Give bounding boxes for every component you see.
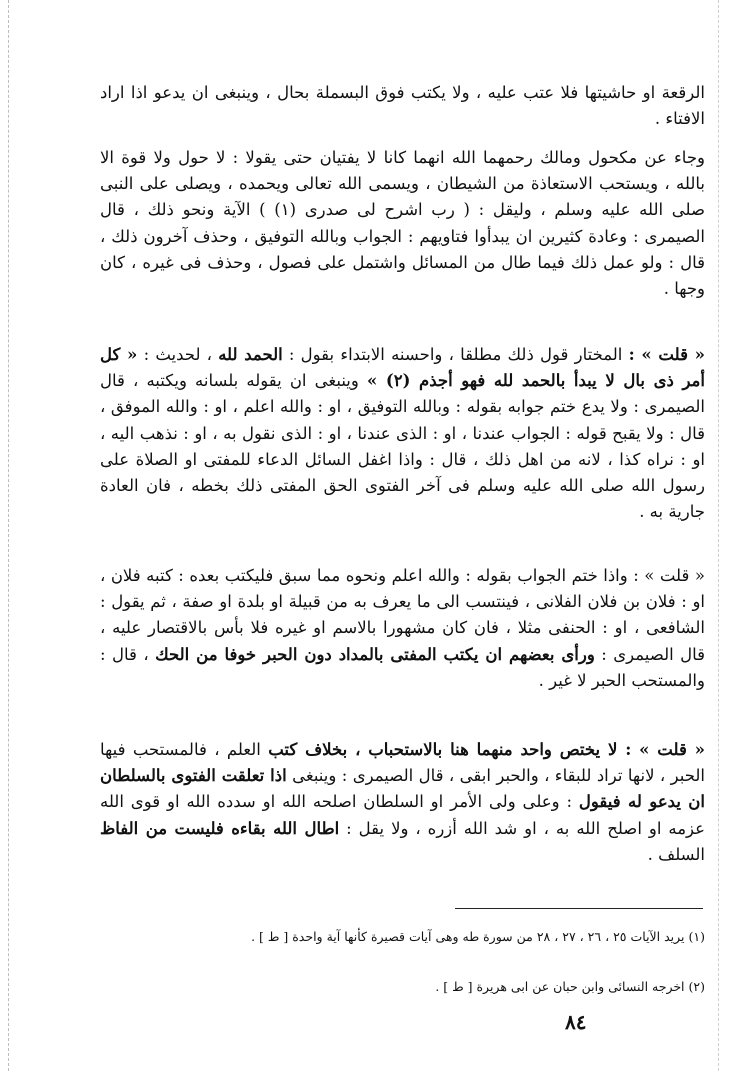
footnote-1-text: (١) يريد الآيات ٢٥ ، ٢٦ ، ٢٧ ، ٢٨ من سورة طه وهى آيات قصيرة كأنها آية واحدة [ ط ] . [251,929,705,944]
paragraph-5-bold-2: اذا تعلقت الفتوى بالسلطان ان يدعو له فيقول [100,766,705,812]
paragraph-2-text: وجاء عن مكحول ومالك رحمهما الله انهما كانا لا يفتيان حتى يقولا : لا حول ولا قوة الا بالله ، ويستحب الاستعاذة من الشيطان ، ويسمى الله تعالى ويحمده ، ويصلى على النبى صلى الله عليه وسلم ، وليقل : ( رب اشرح لى صدرى (١) ) الآية ونحو ذلك ، قال الصيمرى : وعادة كثيرين ان يبدأوا فتاويهم : الجواب وبالله التوفيق ، وحذف آخرون ذلك ، قال : ولو عمل ذلك فيما طال من المسائل واشتمل على فصول ، وحذف فى غيره ، كان وجها . [100,148,705,299]
paragraph-4 [100,563,705,694]
paragraph-5-text-3: السلف . [647,844,705,864]
paragraph-1-text: الرقعة او حاشيتها فلا عتب عليه ، ولا يكتب فوق البسملة بحال ، وينبغى ان يدعو اذا اراد الافتاء . [100,83,705,129]
paragraph-3-lead: « قلت » : [628,345,705,364]
paragraph-3-text-2: ، لحديث : [137,345,219,364]
paragraph-4-text-1: « قلت » : واذا ختم الجواب بقوله : والله اعلم ونحوه مما سبق فليكتب بعده : كتبه فلان ، او : فلان بن فلان الفلانى ، فينتسب الى ما يعرف به من قبيلة او بلدة او صفة ، ثم يقول : الشافعى ، او : الحنفى مثلا ، فان كان مشهورا بالاسم او غيره فلا بأس بالاقتصار عليه ، قال الصيمرى : [100,566,706,664]
paragraph-2 [100,145,705,302]
paragraph-4-bold-1: ورأى بعضهم ان يكتب المفتى بالمداد دون الحبر خوفا من الحك [155,644,595,664]
paragraph-5-text-1: العلم ، فالمستحب فيها الحبر ، لانها تراد للبقاء ، والحبر ابقى ، قال الصيمرى : وينبغى [100,740,705,786]
paragraph-1 [100,80,705,132]
paragraph-4-text-2: ، قال : والمستحب الحبر لا غير . [100,644,705,690]
footnote-2-text: (٢) اخرجه النسائى وابن حبان عن ابى هريرة [ ط ] . [435,979,705,994]
paragraph-5-lead: « قلت » : [625,740,705,759]
footnote-1 [100,925,705,948]
scan-edge-left [8,0,9,1071]
paragraph-5-bold-3: اطال الله بقاءه فليست من الفاظ [100,818,340,838]
paragraph-5-bold-1: لا يختص واحد منهما هنا بالاستحباب ، بخلاف كتب [268,740,626,759]
paragraph-3-hadith: « كل أمر ذى بال لا يبدأ بالحمد لله فهو أجذم (٢) » [100,345,705,391]
paragraph-3-text-1: المختار قول ذلك مطلقا ، واحسنه الابتداء بقول : [282,345,629,364]
paragraph-3-text-3: وينبغى ان يقوله بلسانه ويكتبه ، قال الصيمرى : ولا يدع ختم جوابه بقوله : وبالله التوفيق ، او : والله اعلم ، او : والله الموفق ، قال : ولا يقبح قوله : الجواب عندنا ، او : الذى عندنا ، او : الذى نقول به ، او : نذهب اليه ، او : نراه كذا ، لانه من اهل ذلك ، قال : واذا اغفل السائل الدعاء للمفتى او الصلاة على رسول الله صلى الله عليه وسلم فى آخر الفتوى الحق المفتى ذلك بخطه ، فان العادة جارية به . [100,371,705,522]
scan-edge-right [718,0,719,1071]
page-number: ٨٤ [565,1010,587,1034]
paragraph-5-text-2: : وعلى ولى الأمر او السلطان اصلحه الله او سدده الله او قوى الله عزمه او اصلح الله به ، او شد الله أزره ، ولا يقل : [100,792,706,838]
footnote-2 [100,975,705,998]
paragraph-5 [100,737,705,868]
paragraph-3 [100,342,705,525]
paragraph-3-bold-1: الحمد لله [218,345,283,364]
footnote-separator [455,908,703,909]
